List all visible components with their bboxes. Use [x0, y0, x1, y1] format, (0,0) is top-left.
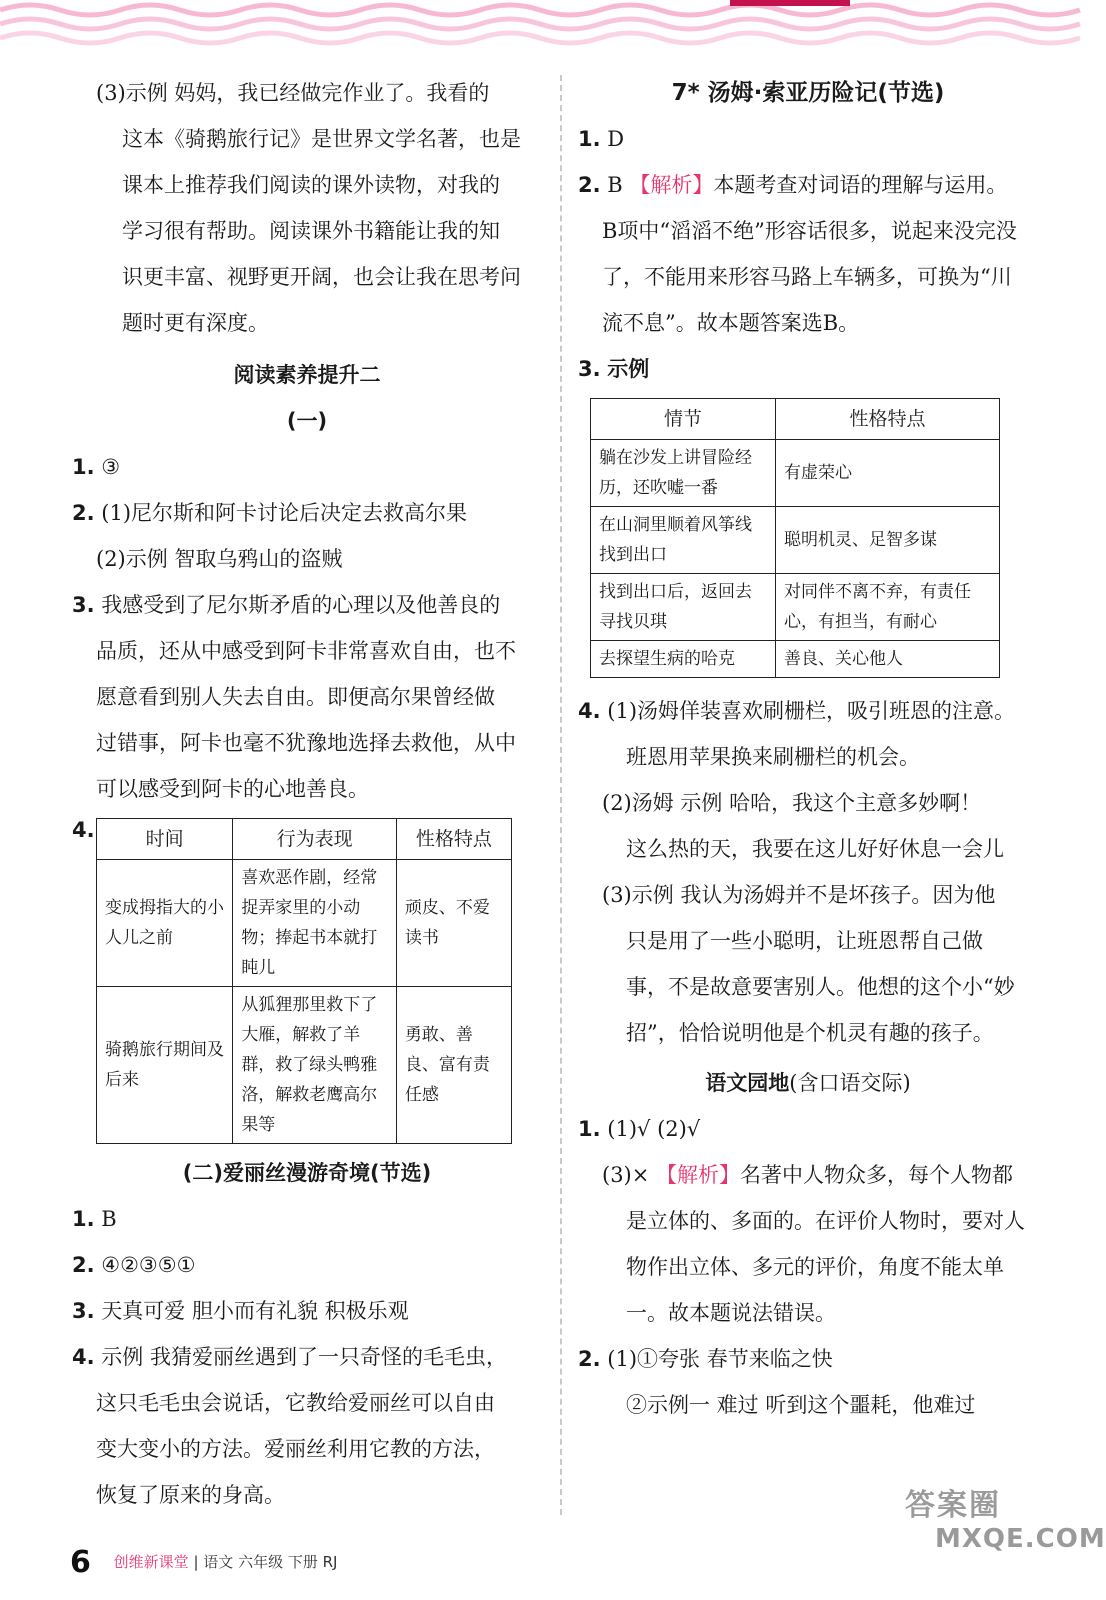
answer-g1-line: 物作出立体、多元的评价，角度不能太单 [626, 1255, 1004, 1279]
answer-text: 示例 [607, 357, 650, 381]
table-header: 行为表现 [233, 819, 397, 860]
intro-line: 课本上推荐我们阅读的课外读物，对我的 [122, 173, 500, 197]
answer-text: 天真可爱 胆小而有礼貌 积极乐观 [101, 1299, 409, 1323]
table-cell: 顽皮、不爱读书 [396, 860, 511, 987]
intro-line: 这本《骑鹅旅行记》是世界文学名著，也是 [122, 127, 521, 151]
analysis-tag: 【解析】 [656, 1163, 741, 1187]
intro-line: 题时更有深度。 [122, 311, 269, 335]
table-row [97, 860, 512, 987]
answer-number: 4. [578, 699, 601, 723]
column-divider [560, 75, 562, 1515]
answer-text: B [101, 1207, 117, 1231]
answer-number: 3. [72, 1299, 95, 1323]
garden-subtitle: (含口语交际) [789, 1071, 911, 1095]
answer-g1-line: 是立体的、多面的。在评价人物时，要对人 [626, 1209, 1025, 1233]
table-cell: 善良、关心他人 [776, 641, 1000, 678]
answer-r2-line: B项中“滔滔不绝”形容话很多，说起来没完没 [602, 219, 1017, 243]
answer-g1-line [578, 1152, 1038, 1198]
answer-g2-line: ②示例一 难过 听到这个噩耗，他难过 [626, 1393, 976, 1417]
answer-b4-line: 这只毛毛虫会说话，它教给爱丽丝可以自由 [96, 1391, 495, 1415]
page-footer [70, 1545, 337, 1580]
answer-b4 [72, 1334, 542, 1380]
answer-r4-line: 只是用了一些小聪明，让班恩帮自己做 [626, 929, 983, 953]
footer-separator: | [193, 1553, 199, 1571]
section-title: 阅读素养提升二 [233, 363, 381, 387]
answer-b3 [72, 1288, 542, 1334]
answer-2 [72, 490, 542, 536]
answer-g1-line: 一。故本题说法错误。 [626, 1301, 836, 1325]
answer-r2 [578, 162, 1038, 208]
table-header-row [97, 819, 512, 860]
top-decorative-band [0, 0, 1077, 58]
answer-number: 4. [72, 818, 95, 842]
table-header: 性格特点 [396, 819, 511, 860]
footer-brand: 创维新课堂 [113, 1553, 189, 1571]
page-number: 6 [70, 1545, 91, 1580]
table-cell: 躺在沙发上讲冒险经历，还吹嘘一番 [591, 440, 776, 507]
answer-number: 3. [578, 357, 601, 381]
answer-number: 2. [578, 173, 601, 197]
table-cell: 变成拇指大的小人儿之前 [97, 860, 233, 987]
watermark [905, 1480, 1106, 1554]
lesson-title: 7* 汤姆·索亚历险记(节选) [671, 80, 945, 106]
analysis-tag: 【解析】 [629, 173, 714, 197]
table-cell: 喜欢恶作剧，经常捉弄家里的小动物；捧起书本就打盹儿 [233, 860, 397, 987]
garden-title [578, 1060, 1038, 1106]
left-column [72, 70, 542, 1518]
watermark-bottom: MXQE.COM [935, 1524, 1106, 1554]
answer-text: 名著中人物众多，每个人物都 [740, 1163, 1014, 1187]
answer-text: ④②③⑤① [101, 1253, 196, 1277]
table-header-row [591, 399, 1000, 440]
answer-number: 2. [578, 1347, 601, 1371]
answer-r3 [578, 346, 1038, 392]
table-row [591, 574, 1000, 641]
answer-3-line: 愿意看到别人失去自由。即便高尔果曾经做 [96, 685, 495, 709]
answer-r4-line: (3)示例 我认为汤姆并不是坏孩子。因为他 [602, 883, 996, 907]
answer-text: (1)尼尔斯和阿卡讨论后决定去救高尔果 [101, 501, 468, 525]
answer-text: D [607, 127, 625, 151]
intro-line: 识更丰富、视野更开阔，也会让我在思考问 [122, 265, 521, 289]
table-row [591, 507, 1000, 574]
answer-3-line: 过错事，阿卡也毫不犹豫地选择去救他，从中 [96, 731, 516, 755]
answer-g2 [578, 1336, 1038, 1382]
table-cell: 找到出口后，返回去寻找贝琪 [591, 574, 776, 641]
answer-b2 [72, 1242, 542, 1288]
table-cell: 骑鹅旅行期间及后来 [97, 987, 233, 1144]
answer-text: (1)√ (2)√ [607, 1117, 701, 1141]
table-header: 性格特点 [776, 399, 1000, 440]
table-cell: 从狐狸那里救下了大雁，解救了羊群，救了绿头鸭雅洛，解救老鹰高尔果等 [233, 987, 397, 1144]
answer-1 [72, 444, 542, 490]
footer-info: 语文 六年级 下册 RJ [203, 1553, 338, 1571]
plot-table [590, 398, 1000, 678]
table-cell: 去探望生病的哈克 [591, 641, 776, 678]
table-cell: 对同伴不离不弃，有责任心，有担当，有耐心 [776, 574, 1000, 641]
answer-text: (3)× [602, 1163, 657, 1187]
answer-b1 [72, 1196, 542, 1242]
answer-text: 本题考查对词语的理解与运用。 [713, 173, 1008, 197]
answer-r4-line: 这么热的天，我要在这儿好好休息一会儿 [626, 837, 1004, 861]
answer-text: B [607, 173, 623, 197]
answer-text: (1)汤姆佯装喜欢刷栅栏，吸引班恩的注意。 [607, 699, 1016, 723]
table-row [591, 641, 1000, 678]
answer-r4-line: 招”，恰恰说明他是个机灵有趣的孩子。 [626, 1021, 994, 1045]
sub-title: (一) [286, 409, 328, 433]
answer-number: 3. [72, 593, 95, 617]
answer-b4-line: 变大变小的方法。爱丽丝利用它教的方法， [96, 1437, 495, 1461]
table-cell: 勇敢、善良、富有责任感 [396, 987, 511, 1144]
table-cell: 聪明机灵、足智多谋 [776, 507, 1000, 574]
answer-3 [72, 582, 542, 628]
answer-r4 [578, 688, 1038, 734]
right-column [578, 70, 1038, 1428]
answer-number: 4. [72, 1345, 95, 1369]
answer-r4-line: (2)汤姆 示例 哈哈，我这个主意多妙啊！ [602, 791, 982, 815]
table-cell: 有虚荣心 [776, 440, 1000, 507]
character-table [96, 818, 512, 1144]
table-row [97, 987, 512, 1144]
answer-r2-line: 了，不能用来形容马路上车辆多，可换为“川 [602, 265, 1012, 289]
table-row [591, 440, 1000, 507]
answer-3-line: 可以感受到阿卡的心地善良。 [96, 777, 369, 801]
answer-number: 1. [578, 127, 601, 151]
part-2-title: (二)爱丽丝漫游奇境(节选) [182, 1161, 432, 1185]
intro-line: 学习很有帮助。阅读课外书籍能让我的知 [122, 219, 500, 243]
intro-line: (3)示例 妈妈，我已经做完作业了。我看的 [96, 81, 490, 105]
answer-r4-line: 班恩用苹果换来刷栅栏的机会。 [626, 745, 920, 769]
answer-text: 示例 我猜爱丽丝遇到了一只奇怪的毛毛虫， [101, 1345, 507, 1369]
answer-3-line: 品质，还从中感受到阿卡非常喜欢自由，也不 [96, 639, 516, 663]
answer-r1 [578, 116, 1038, 162]
answer-text: (1)①夸张 春节来临之快 [607, 1347, 833, 1371]
table-header: 情节 [591, 399, 776, 440]
answer-2-line: (2)示例 智取乌鸦山的盗贼 [96, 547, 343, 571]
table-cell: 在山洞里顺着风筝线找到出口 [591, 507, 776, 574]
answer-number: 1. [578, 1117, 601, 1141]
watermark-top: 答案圈 [905, 1488, 1001, 1523]
answer-text: 我感受到了尼尔斯矛盾的心理以及他善良的 [101, 593, 501, 617]
answer-number: 1. [72, 1207, 95, 1231]
answer-g1 [578, 1106, 1038, 1152]
table-header: 时间 [97, 819, 233, 860]
answer-4 [72, 818, 542, 1144]
answer-text: ③ [101, 455, 121, 479]
answer-number: 2. [72, 501, 95, 525]
answer-r2-line: 流不息”。故本题答案选B。 [602, 311, 860, 335]
garden-title-text: 语文园地 [705, 1071, 790, 1095]
answer-r4-line: 事，不是故意要害别人。他想的这个小“妙 [626, 975, 1015, 999]
answer-b4-line: 恢复了原来的身高。 [96, 1483, 285, 1507]
answer-number: 1. [72, 455, 95, 479]
answer-number: 2. [72, 1253, 95, 1277]
